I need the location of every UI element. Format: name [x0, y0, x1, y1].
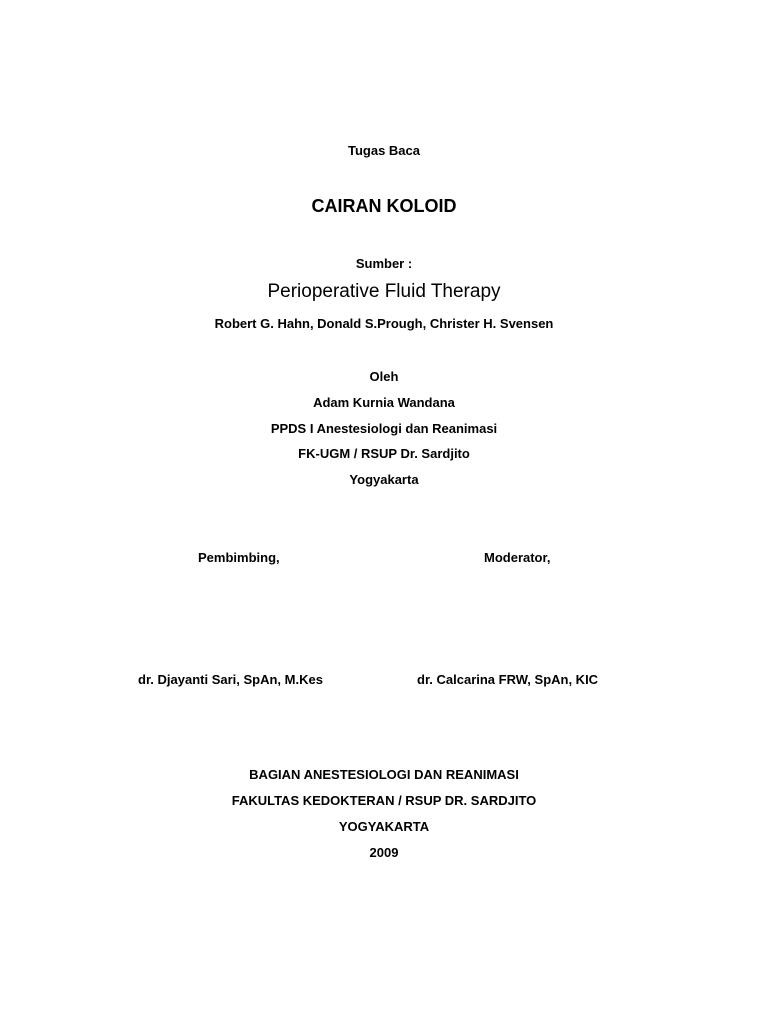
- author-city: Yogyakarta: [349, 472, 419, 487]
- footer-city: YOGYAKARTA: [338, 819, 430, 834]
- source-label: Sumber :: [355, 256, 413, 271]
- author-program: PPDS I Anestesiologi dan Reanimasi: [270, 421, 498, 436]
- author-name: Adam Kurnia Wandana: [313, 395, 455, 410]
- book-title: Perioperative Fluid Therapy: [267, 281, 501, 302]
- footer-faculty: FAKULTAS KEDOKTERAN / RSUP DR. SARDJITO: [231, 793, 537, 808]
- document-title: CAIRAN KOLOID: [311, 196, 457, 216]
- moderator-label: Moderator,: [484, 550, 551, 565]
- author-institution: FK-UGM / RSUP Dr. Sardjito: [298, 446, 470, 461]
- book-authors: Robert G. Hahn, Donald S.Prough, Christer H. Svensen: [214, 316, 554, 331]
- assignment-label: Tugas Baca: [347, 143, 420, 158]
- footer-year: 2009: [369, 845, 399, 860]
- footer-department: BAGIAN ANESTESIOLOGI DAN REANIMASI: [249, 767, 519, 782]
- by-label: Oleh: [369, 369, 399, 384]
- supervisor-label: Pembimbing,: [198, 550, 280, 565]
- supervisor-name: dr. Djayanti Sari, SpAn, M.Kes: [138, 672, 323, 687]
- moderator-name: dr. Calcarina FRW, SpAn, KIC: [417, 672, 599, 687]
